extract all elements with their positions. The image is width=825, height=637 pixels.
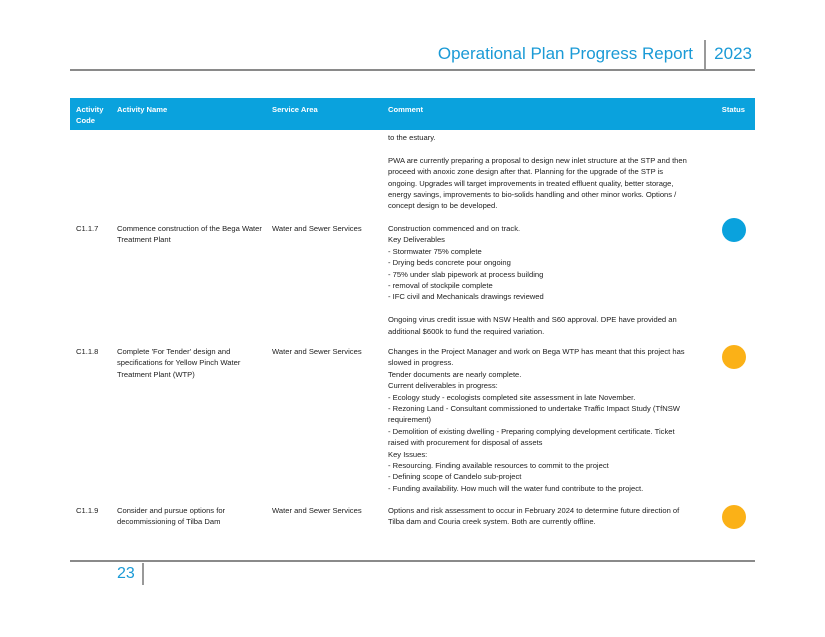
- comment-line: raised with procurement for disposal of assets: [388, 438, 543, 448]
- header-rule: [70, 69, 755, 71]
- activity-code: C1.1.7: [76, 224, 99, 233]
- activity-name: Commence construction of the Bega Water Treatment Plant: [117, 224, 262, 245]
- column-header-status: Status: [721, 105, 745, 114]
- comment-line: Options and risk assessment to occur in February 2024 to determine future direction of: [388, 506, 680, 515]
- activity-code: C1.1.8: [76, 347, 99, 356]
- comment-line: concept design to be developed.: [388, 201, 498, 211]
- page-header: [70, 44, 755, 70]
- column-header-name: Activity Name: [117, 105, 168, 114]
- comment-line: ongoing. Upgrades will target improvements in treated effluent quality, better storage,: [388, 178, 674, 188]
- service-area: Water and Sewer Services: [272, 506, 362, 515]
- status-indicator: [722, 218, 746, 242]
- comment-line: - Defining scope of Candelo sub-project: [388, 472, 522, 482]
- continuation-comment: [388, 132, 718, 212]
- comment-line: Tender documents are nearly complete.: [388, 369, 522, 379]
- table-header: [70, 98, 755, 130]
- activity-code: C1.1.9: [76, 506, 99, 515]
- comment-line: - IFC civil and Mechanicals drawings reviewed: [388, 292, 544, 302]
- comment-line: PWA are currently preparing a proposal to design new inlet structure at the STP and then: [388, 155, 687, 165]
- status-indicator: [722, 505, 746, 529]
- status-indicator: [722, 345, 746, 369]
- footer-rule: [70, 560, 755, 562]
- comment-line: proceed with anoxic zone design after that. Planning for the upgrade of the STP is: [388, 167, 664, 177]
- column-header-code: Activity Code: [76, 105, 104, 125]
- comment-line: Tilba dam and Couria creek system. Both are currently offline.: [388, 517, 596, 527]
- activity-name: Consider and pursue options for decommissioning of Tilba Dam: [117, 506, 226, 527]
- comment-line: requirement): [388, 415, 432, 425]
- comment-line: - removal of stockpile complete: [388, 281, 493, 291]
- comment-line: - Rezoning Land - Consultant commissioned to undertake Traffic Impact Study (TfNSW: [388, 404, 680, 414]
- comment-line: - Resourcing. Finding available resources to commit to the project: [388, 461, 609, 471]
- comment-line: - Drying beds concrete pour ongoing: [388, 258, 511, 268]
- report-year: 2023: [714, 44, 752, 63]
- comment-line: Ongoing virus credit issue with NSW Health and S60 approval. DPE have provided an: [388, 315, 677, 325]
- service-area: Water and Sewer Services: [272, 224, 362, 233]
- report-title: Operational Plan Progress Report: [437, 44, 693, 63]
- comment-line: Changes in the Project Manager and work on Bega WTP has meant that this project has: [388, 347, 685, 356]
- comment-line: [388, 303, 718, 314]
- comment-line: Construction commenced and on track.: [388, 224, 521, 233]
- comment-line: to the estuary.: [388, 133, 436, 142]
- comment-line: additional $600k to fund the required variation.: [388, 326, 545, 336]
- service-area: Water and Sewer Services: [272, 347, 362, 356]
- comment-line: [388, 143, 718, 154]
- column-header-comment: Comment: [388, 105, 424, 114]
- page-number: 23: [117, 565, 135, 582]
- footer-divider: [142, 563, 144, 585]
- comment-line: - Ecology study - ecologists completed site assessment in late November.: [388, 392, 636, 402]
- column-header-area: Service Area: [272, 105, 318, 114]
- comment-line: - 75% under slab pipework at process building: [388, 269, 544, 279]
- header-divider: [704, 40, 706, 70]
- comment-line: - Stormwater 75% complete: [388, 246, 482, 256]
- comment-line: - Demolition of existing dwelling - Preparing complying development certificate. Ticket: [388, 426, 675, 436]
- activity-name: Complete 'For Tender' design and specifications for Yellow Pinch Water Treatment Plant (WTP): [117, 347, 241, 379]
- comment-line: slowed in progress.: [388, 358, 454, 368]
- comment-line: Key Deliverables: [388, 235, 445, 245]
- activity-comment: [388, 346, 718, 494]
- activity-comment: [388, 223, 718, 337]
- comment-line: - Funding availability. How much will the water fund contribute to the project.: [388, 483, 644, 493]
- comment-line: Current deliverables in progress:: [388, 381, 498, 391]
- activity-comment: [388, 505, 718, 528]
- comment-line: energy savings, improvements to bio-solids handling and other minor works. Options /: [388, 190, 677, 200]
- comment-line: Key Issues:: [388, 449, 428, 459]
